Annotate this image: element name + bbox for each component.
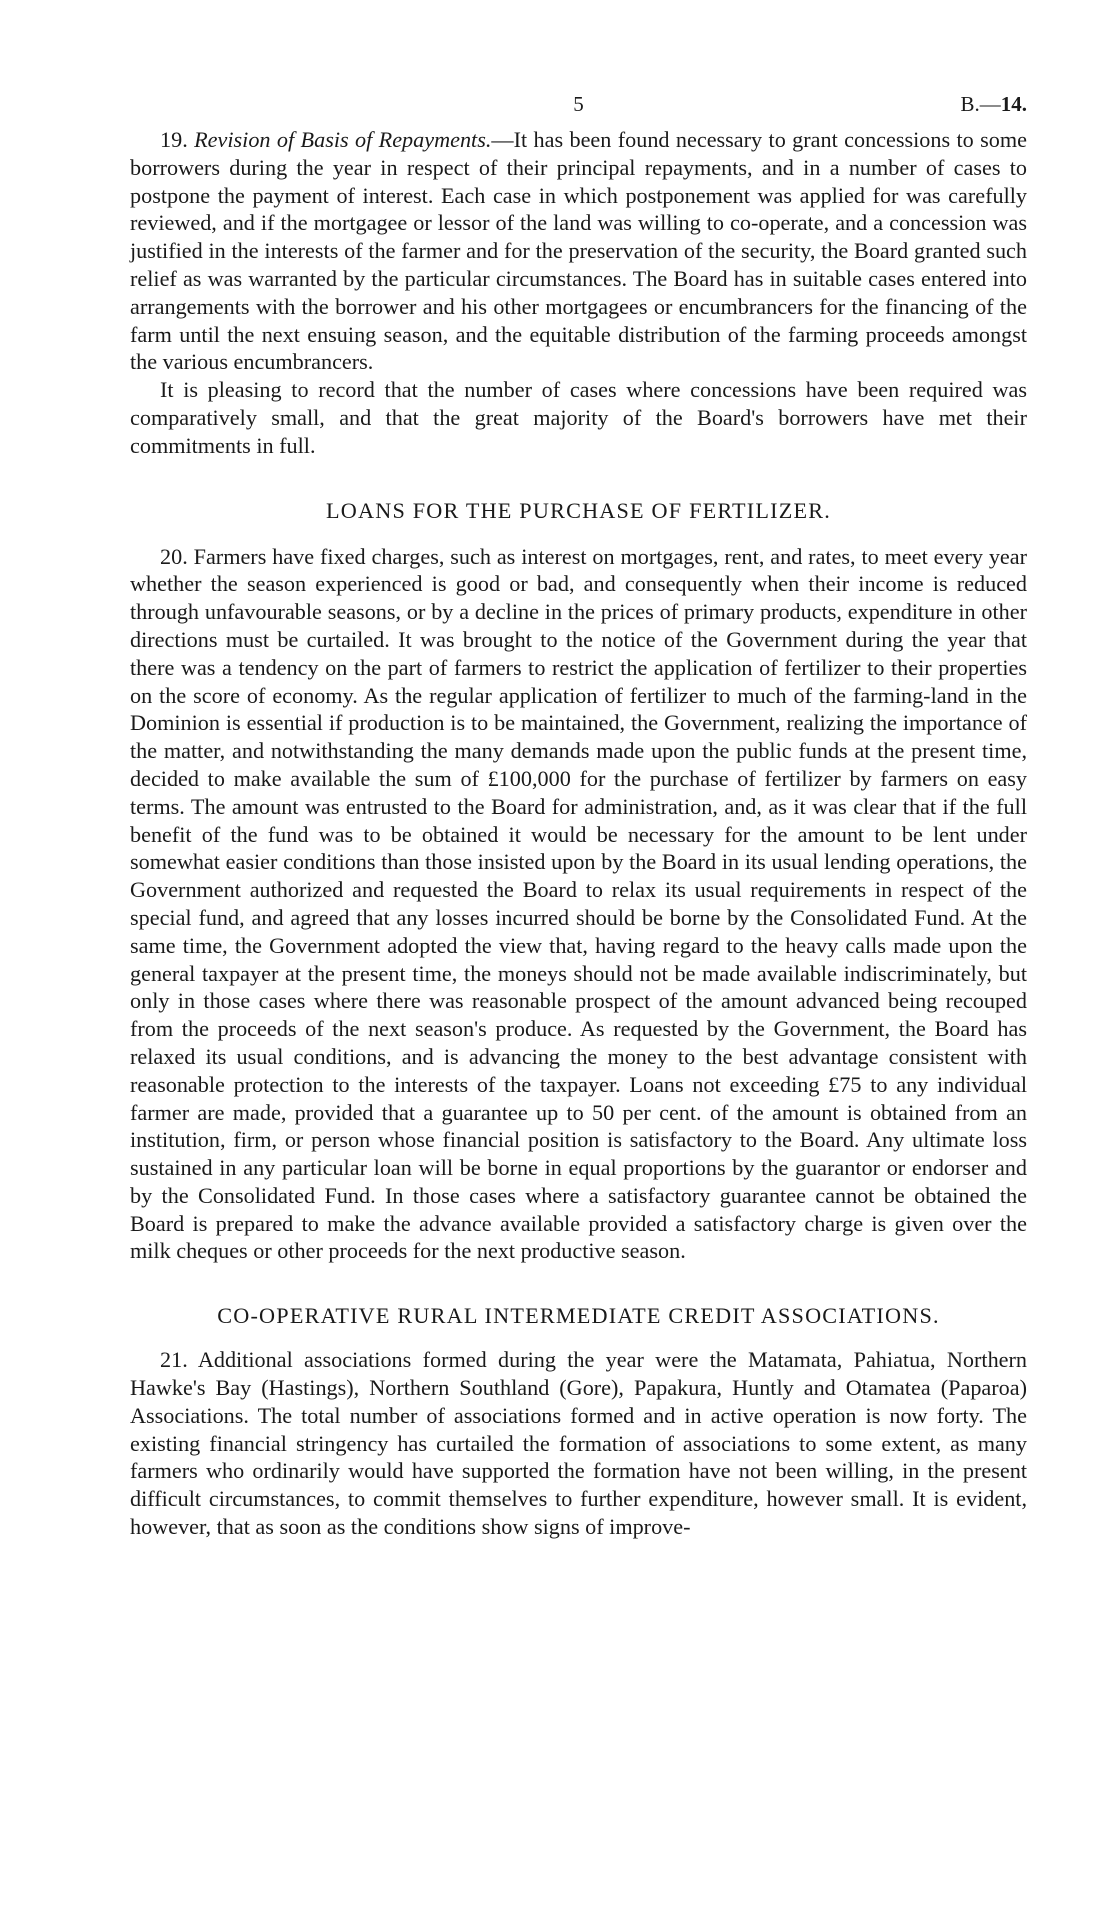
paragraph-21: 21. Additional associations formed during the year were the Matamata, Pahiatua, Northern Hawke's Bay (Hastings), Northern Southland (Gore), Papakura, Huntly and Otamatea (Paparoa) Associations. The total number of associations formed and in active operation is now forty. The existing financial stringency has curtailed the formation of associations to some extent, as many farmers who ordinarily would have supported the formation have not been willing, in the present difficult circumstances, to commit themselves to further expenditure, however small. It is evident, however, that as soon as the conditions show signs of improve- <box>130 1347 1027 1540</box>
heading-loans-fertilizer: LOANS FOR THE PURCHASE OF FERTILIZER. <box>326 497 831 523</box>
paragraph-19-body: —It has been found necessary to grant concessions to some borrowers during the year in respect of their principal repayments, and in a number of cases to postpone the payment of interest. Each case in which postponement was applied for was carefully reviewed, and if the mortgagee or lessor of the land was willing to co-operate, and a concession was justified in the interests of the farmer and for the preservation of the security, the Board granted such relief as was warranted by the particular circumstances. The Board has in suitable cases entered into arrangements with the borrower and his other mortgagees or encumbrancers for the financing of the farm until the next ensuing season, and the equitable distribution of the farming proceeds amongst the various encumbrancers. <box>130 127 1027 375</box>
paragraph-19-continuation: It is pleasing to record that the number of cases where concessions have been required was comparatively small, and that the great majority of the Board's borrowers have met their commitments in full. <box>130 377 1027 458</box>
paragraph-20: 20. Farmers have fixed charges, such as interest on mortgages, rent, and rates, to meet every year whether the season experienced is good or bad, and consequently when their income is reduced through unfavourable seasons, or by a decline in the prices of primary products, expenditure in other directions must be curtailed. It was brought to the notice of the Government during the year that there was a tendency on the part of farmers to restrict the application of fertilizer to their properties on the score of economy. As the regular application of fertilizer to much of the farming-land in the Dominion is essential if production is to be maintained, the Government, realizing the importance of the matter, and notwithstanding the many demands made upon the public funds at the present time, decided to make available the sum of £100,000 for the purchase of fertilizer by farmers on easy terms. The amount was entrusted to the Board for administration, and, as it was clear that if the full benefit of the fund was to be obtained it would be necessary for the amount to be lent under somewhat easier conditions than those insisted upon by the Board in its usual lending operations, the Government authorized and requested the Board to relax its usual requirements in respect of the special fund, and agreed that any losses incurred should be borne by the Consolidated Fund. At the same time, the Government adopted the view that, having regard to the heavy calls made upon the general taxpayer at the present time, the moneys should not be made available indiscriminately, but only in those cases where there was reasonable prospect of the amount advanced being recouped from the proceeds of the next season's produce. As requested by the Government, the Board has relaxed its usual conditions, and is advancing the money to the best advantage consistent with reasonable protection to the interests of the taxpayer. Loans not exceeding £75 to any individual farmer are made, provided that a guarantee up to 50 per cent. of the amount is obtained from an institution, firm, or person whose financial position is satisfactory to the Board. Any ultimate loss sustained in any particular loan will be borne in equal proportions by the guarantor or endorser and by the Consolidated Fund. In those cases where a satisfactory guarantee cannot be obtained the Board is prepared to make the advance available provided a satisfactory charge is given over the milk cheques or other proceeds for the next productive season. <box>130 543 1027 1264</box>
page-header <box>130 92 1027 126</box>
document-reference <box>960 92 1027 117</box>
page-number: 5 <box>573 92 584 116</box>
heading-cooperative-associations: CO-OPERATIVE RURAL INTERMEDIATE CREDIT ASSOCIATIONS. <box>217 1303 940 1329</box>
doc-ref-prefix: B.— <box>960 92 1001 116</box>
doc-ref-number: 14. <box>1000 92 1027 116</box>
paragraph-19-number: 19. <box>160 127 188 152</box>
paragraph-19 <box>130 126 1027 376</box>
document-page <box>130 92 1027 1541</box>
paragraph-19-title: Revision of Basis of Repayments. <box>194 127 492 152</box>
